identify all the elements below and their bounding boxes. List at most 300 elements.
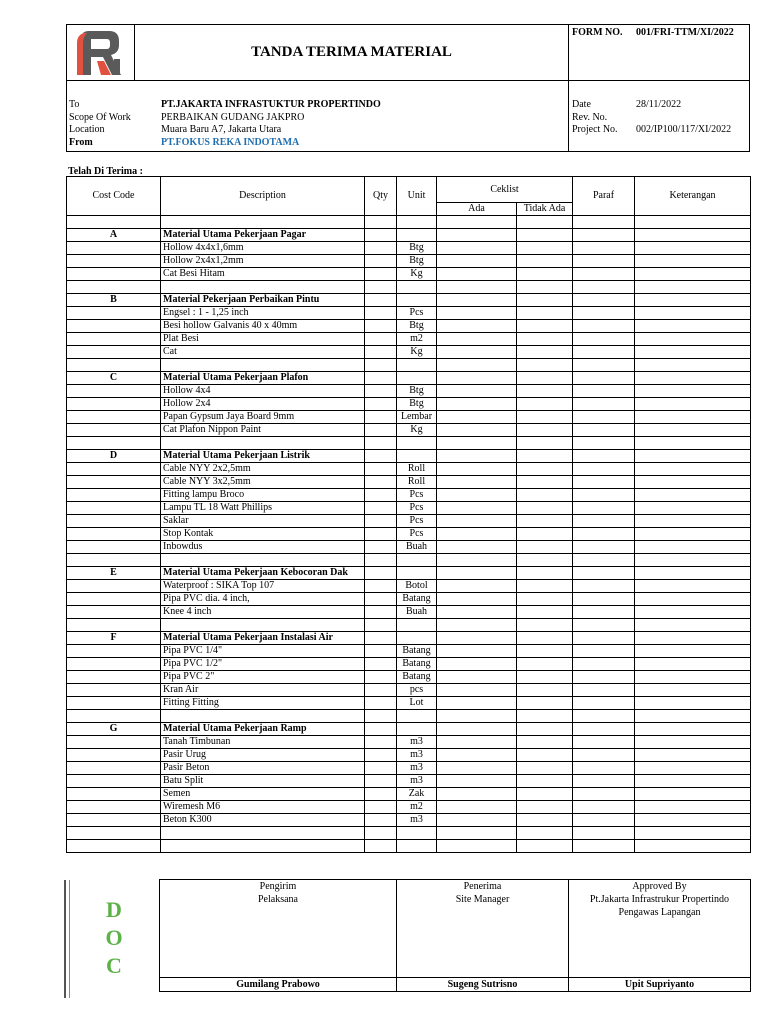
date-label: Date xyxy=(572,99,591,110)
description-cell xyxy=(161,840,365,853)
tidak-ada-cell xyxy=(517,489,573,502)
project-value: 002/IP100/117/XI/2022 xyxy=(636,124,732,136)
qty-cell xyxy=(365,359,397,372)
tidak-ada-cell xyxy=(517,281,573,294)
tidak-ada-cell xyxy=(517,515,573,528)
description-cell xyxy=(161,554,365,567)
paraf-cell xyxy=(573,684,635,697)
cost-code-cell xyxy=(67,684,161,697)
keterangan-cell xyxy=(635,528,751,541)
unit-cell: Pcs xyxy=(397,502,437,515)
ada-cell xyxy=(437,294,517,307)
col-cost-code: Cost Code xyxy=(67,177,161,216)
paraf-cell xyxy=(573,515,635,528)
tidak-ada-cell xyxy=(517,320,573,333)
table-row xyxy=(67,307,751,320)
tidak-ada-cell xyxy=(517,606,573,619)
keterangan-cell xyxy=(635,697,751,710)
cost-code-cell xyxy=(67,528,161,541)
qty-cell xyxy=(365,788,397,801)
description-cell xyxy=(161,619,365,632)
col-qty: Qty xyxy=(365,177,397,216)
keterangan-cell xyxy=(635,619,751,632)
tidak-ada-cell xyxy=(517,463,573,476)
col-ada: Ada xyxy=(437,203,517,216)
description-cell: Stop Kontak xyxy=(161,528,365,541)
table-row xyxy=(67,385,751,398)
keterangan-cell xyxy=(635,606,751,619)
paraf-cell xyxy=(573,359,635,372)
ada-cell xyxy=(437,476,517,489)
ada-cell xyxy=(437,450,517,463)
tidak-ada-cell xyxy=(517,775,573,788)
ada-cell xyxy=(437,411,517,424)
ada-cell xyxy=(437,255,517,268)
keterangan-cell xyxy=(635,645,751,658)
qty-cell xyxy=(365,619,397,632)
keterangan-cell xyxy=(635,398,751,411)
unit-cell: m3 xyxy=(397,762,437,775)
table-row xyxy=(67,827,751,840)
cost-code-cell xyxy=(67,411,161,424)
cost-code-cell xyxy=(67,476,161,489)
qty-cell xyxy=(365,658,397,671)
cost-code-cell xyxy=(67,554,161,567)
description-cell: Cat xyxy=(161,346,365,359)
unit-cell xyxy=(397,229,437,242)
tidak-ada-cell xyxy=(517,840,573,853)
description-cell: Cat Plafon Nippon Paint xyxy=(161,424,365,437)
paraf-cell xyxy=(573,840,635,853)
description-cell: Material Utama Pekerjaan Listrik xyxy=(161,450,365,463)
qty-cell xyxy=(365,554,397,567)
cost-code-cell xyxy=(67,762,161,775)
cost-code-cell xyxy=(67,385,161,398)
description-cell xyxy=(161,827,365,840)
ada-cell xyxy=(437,515,517,528)
approver-name: Upit Supriyanto xyxy=(569,978,751,992)
table-row xyxy=(67,567,751,580)
paraf-cell xyxy=(573,632,635,645)
qty-cell xyxy=(365,528,397,541)
unit-cell xyxy=(397,216,437,229)
unit-cell: Btg xyxy=(397,320,437,333)
paraf-cell xyxy=(573,567,635,580)
table-row xyxy=(67,528,751,541)
received-label: Telah Di Terima : xyxy=(68,166,143,177)
ada-cell xyxy=(437,645,517,658)
description-cell xyxy=(161,281,365,294)
ada-cell xyxy=(437,281,517,294)
unit-cell: Batang xyxy=(397,671,437,684)
ada-cell xyxy=(437,268,517,281)
table-row xyxy=(67,814,751,827)
paraf-cell xyxy=(573,411,635,424)
signature-receiver xyxy=(397,880,569,978)
table-row xyxy=(67,658,751,671)
cost-code-cell: G xyxy=(67,723,161,736)
description-cell: Plat Besi xyxy=(161,333,365,346)
qty-cell xyxy=(365,255,397,268)
keterangan-cell xyxy=(635,736,751,749)
qty-cell xyxy=(365,333,397,346)
from-label: From xyxy=(69,136,93,148)
cost-code-cell xyxy=(67,333,161,346)
paraf-cell xyxy=(573,437,635,450)
ada-cell xyxy=(437,528,517,541)
tidak-ada-cell xyxy=(517,229,573,242)
unit-cell: m3 xyxy=(397,736,437,749)
table-row xyxy=(67,697,751,710)
qty-cell xyxy=(365,515,397,528)
cost-code-cell xyxy=(67,541,161,554)
qty-cell xyxy=(365,775,397,788)
keterangan-cell xyxy=(635,801,751,814)
paraf-cell xyxy=(573,801,635,814)
qty-cell xyxy=(365,801,397,814)
unit-cell xyxy=(397,450,437,463)
cost-code-cell xyxy=(67,814,161,827)
table-row xyxy=(67,554,751,567)
table-row xyxy=(67,632,751,645)
tidak-ada-cell xyxy=(517,255,573,268)
description-cell: Inbowdus xyxy=(161,541,365,554)
qty-cell xyxy=(365,294,397,307)
description-cell: Saklar xyxy=(161,515,365,528)
tidak-ada-cell xyxy=(517,346,573,359)
unit-cell: Btg xyxy=(397,242,437,255)
qty-cell xyxy=(365,541,397,554)
keterangan-cell xyxy=(635,723,751,736)
unit-cell: Btg xyxy=(397,398,437,411)
table-row xyxy=(67,723,751,736)
table-row xyxy=(67,801,751,814)
tidak-ada-cell xyxy=(517,268,573,281)
ada-cell xyxy=(437,437,517,450)
cost-code-cell xyxy=(67,658,161,671)
tidak-ada-cell xyxy=(517,801,573,814)
qty-cell xyxy=(365,307,397,320)
paraf-cell xyxy=(573,385,635,398)
keterangan-cell xyxy=(635,216,751,229)
qty-cell xyxy=(365,827,397,840)
cost-code-cell xyxy=(67,749,161,762)
binding-strip xyxy=(64,880,70,998)
cost-code-cell xyxy=(67,359,161,372)
cost-code-cell: C xyxy=(67,372,161,385)
description-cell: Cat Besi Hitam xyxy=(161,268,365,281)
paraf-cell xyxy=(573,489,635,502)
ada-cell xyxy=(437,658,517,671)
ada-cell xyxy=(437,580,517,593)
cost-code-cell xyxy=(67,827,161,840)
qty-cell xyxy=(365,684,397,697)
description-cell: Semen xyxy=(161,788,365,801)
tidak-ada-cell xyxy=(517,450,573,463)
tidak-ada-cell xyxy=(517,333,573,346)
description-cell: Papan Gypsum Jaya Board 9mm xyxy=(161,411,365,424)
cost-code-cell xyxy=(67,515,161,528)
unit-cell xyxy=(397,840,437,853)
tidak-ada-cell xyxy=(517,294,573,307)
description-cell: Hollow 2x4x1,2mm xyxy=(161,255,365,268)
cost-code-cell xyxy=(67,788,161,801)
qty-cell xyxy=(365,242,397,255)
paraf-cell xyxy=(573,502,635,515)
paraf-cell xyxy=(573,645,635,658)
tidak-ada-cell xyxy=(517,541,573,554)
paraf-cell xyxy=(573,541,635,554)
paraf-cell xyxy=(573,788,635,801)
keterangan-cell xyxy=(635,294,751,307)
table-row xyxy=(67,619,751,632)
qty-cell xyxy=(365,450,397,463)
keterangan-cell xyxy=(635,424,751,437)
cost-code-cell xyxy=(67,242,161,255)
paraf-cell xyxy=(573,671,635,684)
qty-cell xyxy=(365,502,397,515)
table-row xyxy=(67,346,751,359)
tidak-ada-cell xyxy=(517,242,573,255)
table-row xyxy=(67,437,751,450)
description-cell: Pipa PVC 1/4" xyxy=(161,645,365,658)
form-number xyxy=(568,25,749,81)
col-description: Description xyxy=(161,177,365,216)
keterangan-cell xyxy=(635,476,751,489)
table-row xyxy=(67,580,751,593)
qty-cell xyxy=(365,567,397,580)
unit-cell: Pcs xyxy=(397,515,437,528)
qty-cell xyxy=(365,762,397,775)
keterangan-cell xyxy=(635,593,751,606)
ada-cell xyxy=(437,697,517,710)
ada-cell xyxy=(437,554,517,567)
cost-code-cell xyxy=(67,736,161,749)
ada-cell xyxy=(437,489,517,502)
tidak-ada-cell xyxy=(517,424,573,437)
tidak-ada-cell xyxy=(517,762,573,775)
receiver-role: Penerima xyxy=(463,881,502,892)
qty-cell xyxy=(365,671,397,684)
unit-cell: Botol xyxy=(397,580,437,593)
description-cell: Material Utama Pekerjaan Instalasi Air xyxy=(161,632,365,645)
description-cell: Material Utama Pekerjaan Ramp xyxy=(161,723,365,736)
col-paraf: Paraf xyxy=(573,177,635,216)
keterangan-cell xyxy=(635,554,751,567)
description-cell: Besi hollow Galvanis 40 x 40mm xyxy=(161,320,365,333)
table-row xyxy=(67,762,751,775)
cost-code-cell: B xyxy=(67,294,161,307)
qty-cell xyxy=(365,320,397,333)
keterangan-cell xyxy=(635,710,751,723)
unit-cell xyxy=(397,632,437,645)
cost-code-cell xyxy=(67,489,161,502)
keterangan-cell xyxy=(635,567,751,580)
paraf-cell xyxy=(573,294,635,307)
keterangan-cell xyxy=(635,762,751,775)
table-row xyxy=(67,333,751,346)
keterangan-cell xyxy=(635,515,751,528)
tidak-ada-cell xyxy=(517,619,573,632)
doc-stamp xyxy=(100,896,128,980)
ada-cell xyxy=(437,814,517,827)
table-row xyxy=(67,424,751,437)
cost-code-cell xyxy=(67,619,161,632)
cost-code-cell xyxy=(67,346,161,359)
keterangan-cell xyxy=(635,411,751,424)
ada-cell xyxy=(437,788,517,801)
keterangan-cell xyxy=(635,372,751,385)
unit-cell: Kg xyxy=(397,424,437,437)
qty-cell xyxy=(365,346,397,359)
signature-sender xyxy=(160,880,397,978)
unit-cell: Batang xyxy=(397,658,437,671)
description-cell: Material Pekerjaan Perbaikan Pintu xyxy=(161,294,365,307)
cost-code-cell xyxy=(67,697,161,710)
keterangan-cell xyxy=(635,788,751,801)
receiver-name: Sugeng Sutrisno xyxy=(397,978,569,992)
unit-cell: Zak xyxy=(397,788,437,801)
unit-cell: Buah xyxy=(397,606,437,619)
qty-cell xyxy=(365,723,397,736)
to-label: To xyxy=(69,99,80,110)
qty-cell xyxy=(365,593,397,606)
keterangan-cell xyxy=(635,580,751,593)
recipient-info xyxy=(69,99,564,149)
unit-cell xyxy=(397,827,437,840)
document-title: TANDA TERIMA MATERIAL xyxy=(135,25,568,81)
sender-position: Pelaksana xyxy=(258,894,298,905)
description-cell: Wiremesh M6 xyxy=(161,801,365,814)
table-row xyxy=(67,840,751,853)
qty-cell xyxy=(365,814,397,827)
description-cell: Pipa PVC dia. 4 inch, xyxy=(161,593,365,606)
unit-cell: pcs xyxy=(397,684,437,697)
table-row xyxy=(67,710,751,723)
tidak-ada-cell xyxy=(517,697,573,710)
cost-code-cell xyxy=(67,424,161,437)
description-cell xyxy=(161,216,365,229)
material-table xyxy=(66,176,751,853)
qty-cell xyxy=(365,216,397,229)
table-row xyxy=(67,411,751,424)
location-value: Muara Baru A7, Jakarta Utara xyxy=(161,124,282,136)
table-row xyxy=(67,476,751,489)
ada-cell xyxy=(437,372,517,385)
table-row xyxy=(67,684,751,697)
paraf-cell xyxy=(573,580,635,593)
paraf-cell xyxy=(573,333,635,346)
ada-cell xyxy=(437,398,517,411)
fri-logo-icon xyxy=(67,25,133,79)
ada-cell xyxy=(437,632,517,645)
keterangan-cell xyxy=(635,333,751,346)
ada-cell xyxy=(437,346,517,359)
ada-cell xyxy=(437,320,517,333)
qty-cell xyxy=(365,749,397,762)
qty-cell xyxy=(365,489,397,502)
tidak-ada-cell xyxy=(517,684,573,697)
keterangan-cell xyxy=(635,281,751,294)
unit-cell xyxy=(397,294,437,307)
project-label: Project No. xyxy=(572,124,618,136)
ada-cell xyxy=(437,502,517,515)
approver-company: Pt.Jakarta Infrastrukur Propertindo xyxy=(589,894,730,905)
paraf-cell xyxy=(573,320,635,333)
paraf-cell xyxy=(573,827,635,840)
table-row xyxy=(67,606,751,619)
table-row xyxy=(67,450,751,463)
ada-cell xyxy=(437,593,517,606)
col-unit: Unit xyxy=(397,177,437,216)
ada-cell xyxy=(437,307,517,320)
ada-cell xyxy=(437,723,517,736)
tidak-ada-cell xyxy=(517,567,573,580)
table-row xyxy=(67,242,751,255)
tidak-ada-cell xyxy=(517,437,573,450)
unit-cell: Lot xyxy=(397,697,437,710)
ada-cell xyxy=(437,827,517,840)
tidak-ada-cell xyxy=(517,593,573,606)
description-cell: Cable NYY 2x2,5mm xyxy=(161,463,365,476)
cost-code-cell xyxy=(67,645,161,658)
description-cell: Beton K300 xyxy=(161,814,365,827)
keterangan-cell xyxy=(635,307,751,320)
unit-cell: m3 xyxy=(397,775,437,788)
ada-cell xyxy=(437,736,517,749)
table-row xyxy=(67,788,751,801)
tidak-ada-cell xyxy=(517,502,573,515)
ada-cell xyxy=(437,606,517,619)
col-tidak-ada: Tidak Ada xyxy=(517,203,573,216)
paraf-cell xyxy=(573,606,635,619)
tidak-ada-cell xyxy=(517,632,573,645)
keterangan-cell xyxy=(635,827,751,840)
qty-cell xyxy=(365,372,397,385)
paraf-cell xyxy=(573,814,635,827)
paraf-cell xyxy=(573,346,635,359)
keterangan-cell xyxy=(635,242,751,255)
qty-cell xyxy=(365,385,397,398)
keterangan-cell xyxy=(635,632,751,645)
description-cell: Pasir Urug xyxy=(161,749,365,762)
unit-cell: Batang xyxy=(397,593,437,606)
table-row xyxy=(67,593,751,606)
form-number-label: FORM NO. xyxy=(572,27,623,38)
unit-cell xyxy=(397,567,437,580)
ada-cell xyxy=(437,840,517,853)
description-cell: Waterproof : SIKA Top 107 xyxy=(161,580,365,593)
cost-code-cell xyxy=(67,710,161,723)
qty-cell xyxy=(365,463,397,476)
keterangan-cell xyxy=(635,840,751,853)
unit-cell: m2 xyxy=(397,333,437,346)
description-cell: Material Utama Pekerjaan Plafon xyxy=(161,372,365,385)
table-row xyxy=(67,489,751,502)
paraf-cell xyxy=(573,398,635,411)
unit-cell: m2 xyxy=(397,801,437,814)
unit-cell: m3 xyxy=(397,749,437,762)
cost-code-cell xyxy=(67,268,161,281)
table-row xyxy=(67,294,751,307)
keterangan-cell xyxy=(635,775,751,788)
cost-code-cell xyxy=(67,255,161,268)
cost-code-cell: D xyxy=(67,450,161,463)
cost-code-cell xyxy=(67,580,161,593)
paraf-cell xyxy=(573,281,635,294)
unit-cell: Pcs xyxy=(397,307,437,320)
unit-cell: Kg xyxy=(397,268,437,281)
